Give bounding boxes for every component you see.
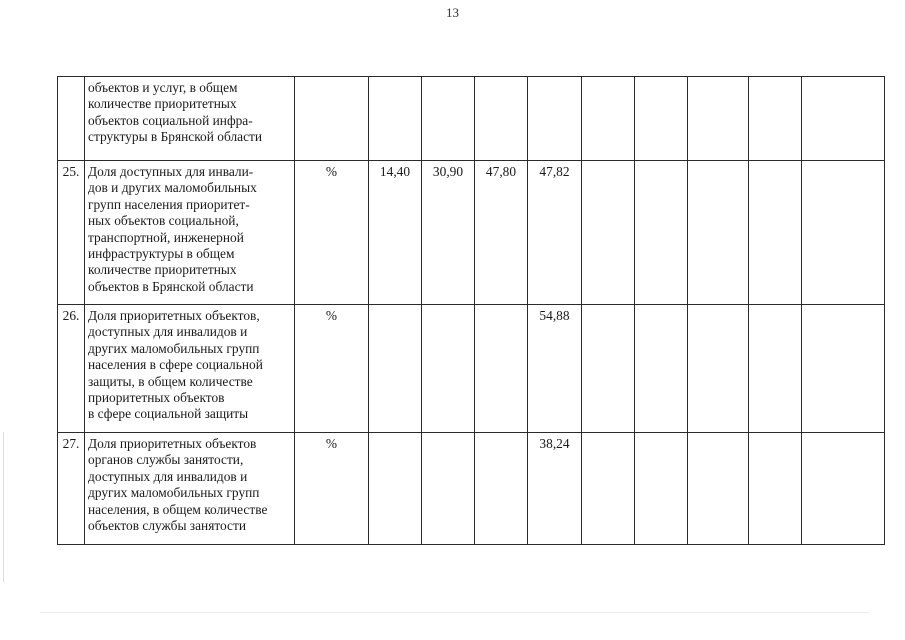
indicator-name-line: транспортной, инженерной: [88, 229, 244, 245]
value-cell: [749, 161, 802, 305]
value-cell: [635, 433, 688, 545]
indicator-name-line: населения, в общем количестве: [88, 501, 268, 517]
indicator-name: [85, 77, 295, 161]
value-cell: [802, 161, 885, 305]
indicator-name-line: приоритетных объектов: [88, 390, 225, 406]
unit-cell: [295, 77, 369, 161]
row-number: 26.: [58, 305, 85, 433]
value-cell: [422, 433, 475, 545]
indicator-name-line: количестве приоритетных: [88, 96, 237, 112]
indicator-name-line: Доля доступных для инвали-: [88, 164, 254, 179]
indicator-name-line: других маломобильных групп: [88, 485, 260, 501]
indicator-name-line: населения в сфере социальной: [88, 357, 263, 373]
indicator-name-line: органов службы занятости,: [88, 452, 244, 468]
indicator-name-line: защиты, в общем количестве: [88, 373, 253, 389]
value-cell: [582, 305, 635, 433]
value-cell: [369, 305, 422, 433]
value-cell: [802, 433, 885, 545]
value-cell: 38,24: [528, 433, 582, 545]
value-cell: 47,82: [528, 161, 582, 305]
value-cell: [802, 305, 885, 433]
value-cell: [582, 433, 635, 545]
row-number: 27.: [58, 433, 85, 545]
scan-artifact-left: [3, 432, 4, 582]
row-number: [58, 77, 85, 161]
value-cell: [688, 77, 749, 161]
table-row: [58, 77, 885, 161]
value-cell: [475, 305, 528, 433]
indicator-name-line: групп населения приоритет-: [88, 196, 250, 212]
value-cell: [422, 77, 475, 161]
value-cell: [528, 77, 582, 161]
value-cell: 14,40: [369, 161, 422, 305]
value-cell: [422, 305, 475, 433]
indicator-name-line: объектов в Брянской области: [88, 278, 254, 294]
value-cell: [688, 305, 749, 433]
table-row: [58, 305, 885, 433]
indicator-name-line: инфраструктуры в общем: [88, 246, 235, 262]
value-cell: [635, 305, 688, 433]
indicator-name-line: дов и других маломобильных: [88, 180, 257, 196]
value-cell: [749, 305, 802, 433]
indicator-name-line: других маломобильных групп: [88, 340, 260, 356]
table-row: [58, 161, 885, 305]
unit-cell: %: [295, 161, 369, 305]
value-cell: [475, 433, 528, 545]
value-cell: [475, 77, 528, 161]
indicator-name: [85, 161, 295, 305]
value-cell: 54,88: [528, 305, 582, 433]
value-cell: [369, 433, 422, 545]
indicator-name-line: Доля приоритетных объектов: [88, 436, 257, 451]
value-cell: [749, 433, 802, 545]
indicator-name-line: структуры в Брянской области: [88, 129, 263, 145]
indicator-name-line: ных объектов социальной,: [88, 213, 239, 229]
indicator-name-line: количестве приоритетных: [88, 262, 237, 278]
value-cell: 30,90: [422, 161, 475, 305]
indicator-name: [85, 305, 295, 433]
page-number: 13: [446, 5, 459, 20]
value-cell: [688, 161, 749, 305]
indicator-name-line: доступных для инвалидов и: [88, 468, 248, 484]
indicator-name-line: доступных для инвалидов и: [88, 324, 248, 340]
value-cell: 47,80: [475, 161, 528, 305]
indicator-name-line: в сфере социальной защиты: [88, 406, 249, 422]
scan-artifact-bottom: [40, 612, 870, 613]
indicator-name-line: объектов социальной инфра-: [88, 112, 253, 128]
value-cell: [749, 77, 802, 161]
value-cell: [582, 77, 635, 161]
indicator-name-line: объектов службы занятости: [88, 518, 247, 534]
unit-cell: %: [295, 305, 369, 433]
value-cell: [635, 77, 688, 161]
value-cell: [582, 161, 635, 305]
table-row: [58, 433, 885, 545]
row-number: 25.: [58, 161, 85, 305]
indicator-name-line: объектов и услуг, в общем: [88, 80, 238, 95]
value-cell: [802, 77, 885, 161]
indicator-name-line: Доля приоритетных объектов,: [88, 308, 260, 323]
indicators-table: [57, 76, 885, 545]
value-cell: [369, 77, 422, 161]
indicator-name: [85, 433, 295, 545]
value-cell: [688, 433, 749, 545]
value-cell: [635, 161, 688, 305]
unit-cell: %: [295, 433, 369, 545]
